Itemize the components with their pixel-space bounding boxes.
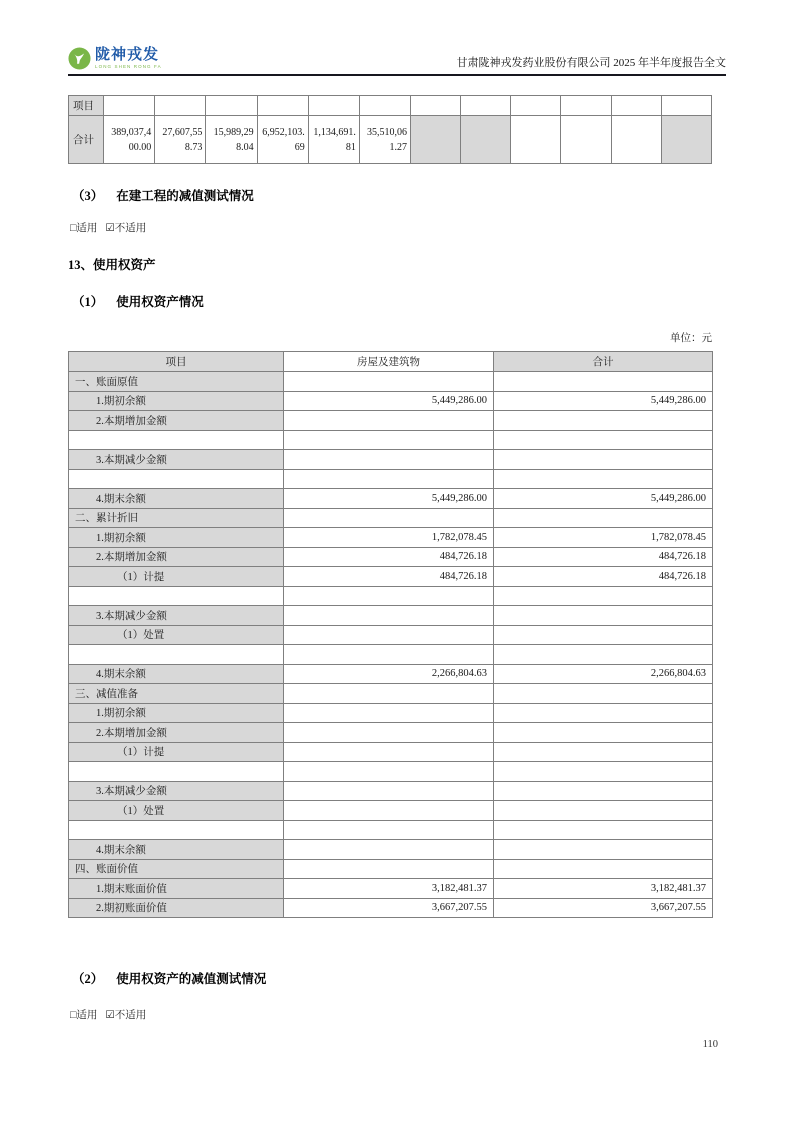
assets-table-row — [69, 898, 713, 918]
logo-icon — [68, 47, 91, 70]
unit-note: 单位：元 — [670, 333, 712, 344]
assets-row-label-cell — [69, 586, 284, 606]
assets-total-value-cell — [494, 762, 713, 782]
section-13-2-number: （2） — [72, 972, 104, 986]
section-13-title: 13、使用权资产 — [68, 258, 156, 272]
assets-total-value-cell — [494, 801, 713, 821]
assets-table-row — [69, 762, 713, 782]
summary-total-row — [69, 116, 712, 164]
page-header — [68, 45, 726, 76]
assets-table-row — [69, 528, 713, 548]
assets-building-value-cell: 2,266,804.63 — [284, 664, 494, 684]
summary-empty-cell — [155, 96, 206, 116]
checkbox-not-applicable: ☑不适用 — [105, 223, 147, 234]
assets-total-value-cell: 3,667,207.55 — [494, 898, 713, 918]
assets-total-value-cell — [494, 411, 713, 431]
assets-row-label-cell: （1）处置 — [69, 801, 284, 821]
assets-total-value-cell — [494, 840, 713, 860]
section-13-1-number: （1） — [72, 295, 104, 309]
assets-header-row — [69, 352, 713, 372]
summary-empty-cell — [411, 96, 461, 116]
assets-row-label-cell: 3.本期减少金额 — [69, 450, 284, 470]
assets-total-value-cell — [494, 625, 713, 645]
summary-total-value-cell: 1,134,691.81 — [308, 116, 359, 164]
assets-row-label-cell: 2.本期增加金额 — [69, 723, 284, 743]
company-logo — [68, 47, 162, 70]
assets-row-label-cell — [69, 762, 284, 782]
assets-row-label-cell: 2.期初账面价值 — [69, 898, 284, 918]
summary-total-value-cell: 389,037,400.00 — [104, 116, 155, 164]
assets-building-value-cell — [284, 762, 494, 782]
assets-table-row — [69, 391, 713, 411]
assets-total-value-cell — [494, 430, 713, 450]
summary-empty-cell — [359, 96, 410, 116]
assets-building-value-cell: 3,182,481.37 — [284, 879, 494, 899]
assets-row-label-cell: 二、累计折旧 — [69, 508, 284, 528]
assets-header-building-cell: 房屋及建筑物 — [284, 352, 494, 372]
assets-building-value-cell — [284, 469, 494, 489]
assets-row-label-cell: （1）计提 — [69, 567, 284, 587]
summary-empty-cell — [561, 96, 611, 116]
summary-empty-cell — [511, 116, 561, 164]
assets-table-row — [69, 430, 713, 450]
assets-row-label-cell: 1.期初余额 — [69, 528, 284, 548]
assets-total-value-cell — [494, 820, 713, 840]
assets-building-value-cell — [284, 840, 494, 860]
assets-total-value-cell — [494, 450, 713, 470]
checkbox-not-applicable: ☑不适用 — [105, 1010, 147, 1021]
summary-total-value-cell: 35,510,061.27 — [359, 116, 410, 164]
assets-table-row — [69, 723, 713, 743]
assets-building-value-cell: 484,726.18 — [284, 547, 494, 567]
assets-building-value-cell — [284, 742, 494, 762]
assets-building-value-cell — [284, 723, 494, 743]
right-of-use-assets-table — [68, 351, 713, 918]
assets-total-value-cell: 1,782,078.45 — [494, 528, 713, 548]
assets-total-value-cell: 5,449,286.00 — [494, 489, 713, 509]
assets-row-label-cell: 1.期末账面价值 — [69, 879, 284, 899]
assets-table-row — [69, 450, 713, 470]
logo-cn-text: 陇神戎发 — [95, 47, 160, 63]
assets-building-value-cell — [284, 781, 494, 801]
assets-table-row — [69, 801, 713, 821]
assets-building-value-cell — [284, 625, 494, 645]
assets-total-value-cell — [494, 372, 713, 392]
assets-row-label-cell: 2.本期增加金额 — [69, 411, 284, 431]
assets-row-label-cell: 1.期初余额 — [69, 391, 284, 411]
assets-table-row — [69, 606, 713, 626]
assets-building-value-cell: 484,726.18 — [284, 567, 494, 587]
assets-table-row — [69, 820, 713, 840]
section-3-heading — [72, 186, 254, 204]
assets-row-label-cell: 1.期初余额 — [69, 703, 284, 723]
section-3-number: （3） — [72, 189, 104, 203]
assets-building-value-cell — [284, 508, 494, 528]
summary-empty-cell — [611, 116, 661, 164]
assets-table-row — [69, 742, 713, 762]
assets-row-label-cell — [69, 820, 284, 840]
summary-header-row — [69, 96, 712, 116]
construction-summary-table — [68, 95, 712, 164]
assets-table-row — [69, 859, 713, 879]
checkbox-applicable: □适用 — [70, 1010, 98, 1021]
assets-table-row — [69, 411, 713, 431]
assets-total-value-cell — [494, 703, 713, 723]
section-13-1-heading — [72, 292, 204, 310]
assets-row-label-cell: 3.本期减少金额 — [69, 606, 284, 626]
summary-empty-cell — [561, 116, 611, 164]
assets-table-row — [69, 508, 713, 528]
assets-row-label-cell: （1）处置 — [69, 625, 284, 645]
summary-empty-cell — [308, 96, 359, 116]
assets-table-row — [69, 547, 713, 567]
assets-total-value-cell — [494, 508, 713, 528]
assets-building-value-cell — [284, 606, 494, 626]
section-13-2-title: 使用权资产的减值测试情况 — [116, 972, 267, 986]
assets-row-label-cell: 3.本期减少金额 — [69, 781, 284, 801]
checkbox-applicable: □适用 — [70, 223, 98, 234]
assets-total-value-cell — [494, 606, 713, 626]
page-number: 110 — [702, 1039, 718, 1050]
construction-summary-body — [69, 96, 712, 164]
assets-table-row — [69, 469, 713, 489]
assets-table-row — [69, 840, 713, 860]
summary-empty-cell — [206, 96, 257, 116]
section-13-2-heading — [72, 969, 266, 987]
assets-row-label-cell — [69, 469, 284, 489]
assets-table-row — [69, 625, 713, 645]
assets-row-label-cell: 2.本期增加金额 — [69, 547, 284, 567]
assets-total-value-cell — [494, 586, 713, 606]
assets-building-value-cell — [284, 586, 494, 606]
assets-building-value-cell — [284, 450, 494, 470]
assets-table-row — [69, 781, 713, 801]
summary-empty-cell — [511, 96, 561, 116]
summary-empty-cell — [411, 116, 461, 164]
assets-total-value-cell — [494, 684, 713, 704]
assets-building-value-cell: 1,782,078.45 — [284, 528, 494, 548]
summary-empty-cell — [661, 96, 711, 116]
assets-total-value-cell — [494, 723, 713, 743]
assets-building-value-cell — [284, 703, 494, 723]
assets-building-value-cell — [284, 820, 494, 840]
assets-total-value-cell: 2,266,804.63 — [494, 664, 713, 684]
assets-building-value-cell — [284, 645, 494, 665]
assets-table-row — [69, 645, 713, 665]
report-title: 甘肃陇神戎发药业股份有限公司 2025 年半年度报告全文 — [456, 57, 726, 69]
assets-header-item-cell: 项目 — [69, 352, 284, 372]
assets-table-row — [69, 664, 713, 684]
section-13-1-title: 使用权资产情况 — [116, 295, 204, 309]
summary-empty-cell — [461, 96, 511, 116]
assets-row-label-cell: 4.期末余额 — [69, 840, 284, 860]
assets-table-row — [69, 684, 713, 704]
assets-row-label-cell: 四、账面价值 — [69, 859, 284, 879]
right-of-use-assets-body — [69, 352, 713, 918]
assets-building-value-cell — [284, 430, 494, 450]
assets-total-value-cell: 484,726.18 — [494, 547, 713, 567]
assets-header-total-cell: 合计 — [494, 352, 713, 372]
assets-table-row — [69, 703, 713, 723]
summary-total-value-cell: 15,989,298.04 — [206, 116, 257, 164]
assets-table-row — [69, 567, 713, 587]
assets-building-value-cell — [284, 801, 494, 821]
section-13-heading — [68, 255, 156, 273]
summary-item-label-cell: 项目 — [69, 96, 104, 116]
assets-total-value-cell — [494, 742, 713, 762]
assets-total-value-cell — [494, 645, 713, 665]
summary-total-value-cell: 27,607,558.73 — [155, 116, 206, 164]
assets-building-value-cell: 5,449,286.00 — [284, 489, 494, 509]
assets-total-value-cell — [494, 469, 713, 489]
section-3-title: 在建工程的减值测试情况 — [116, 189, 254, 203]
assets-table-row — [69, 879, 713, 899]
assets-row-label-cell: 4.期末余额 — [69, 664, 284, 684]
assets-total-value-cell: 5,449,286.00 — [494, 391, 713, 411]
assets-total-value-cell: 3,182,481.37 — [494, 879, 713, 899]
summary-total-value-cell: 6,952,103.69 — [257, 116, 308, 164]
assets-row-label-cell: 一、账面原值 — [69, 372, 284, 392]
assets-table-row — [69, 372, 713, 392]
summary-empty-cell — [104, 96, 155, 116]
assets-row-label-cell: 三、减值准备 — [69, 684, 284, 704]
assets-total-value-cell — [494, 781, 713, 801]
summary-total-label-cell: 合计 — [69, 116, 104, 164]
assets-row-label-cell: （1）计提 — [69, 742, 284, 762]
assets-building-value-cell — [284, 859, 494, 879]
assets-building-value-cell — [284, 372, 494, 392]
assets-row-label-cell — [69, 430, 284, 450]
assets-building-value-cell: 3,667,207.55 — [284, 898, 494, 918]
assets-row-label-cell — [69, 645, 284, 665]
assets-row-label-cell: 4.期末余额 — [69, 489, 284, 509]
summary-empty-cell — [257, 96, 308, 116]
assets-total-value-cell: 484,726.18 — [494, 567, 713, 587]
assets-table-row — [69, 586, 713, 606]
assets-total-value-cell — [494, 859, 713, 879]
assets-building-value-cell — [284, 411, 494, 431]
logo-en-text: LONG SHEN RONG FA — [95, 63, 162, 69]
summary-empty-cell — [611, 96, 661, 116]
assets-building-value-cell — [284, 684, 494, 704]
applicability-note-2 — [70, 1007, 154, 1022]
summary-empty-cell — [461, 116, 511, 164]
summary-empty-cell — [661, 116, 711, 164]
assets-building-value-cell: 5,449,286.00 — [284, 391, 494, 411]
assets-table-row — [69, 489, 713, 509]
applicability-note-1 — [70, 220, 154, 235]
